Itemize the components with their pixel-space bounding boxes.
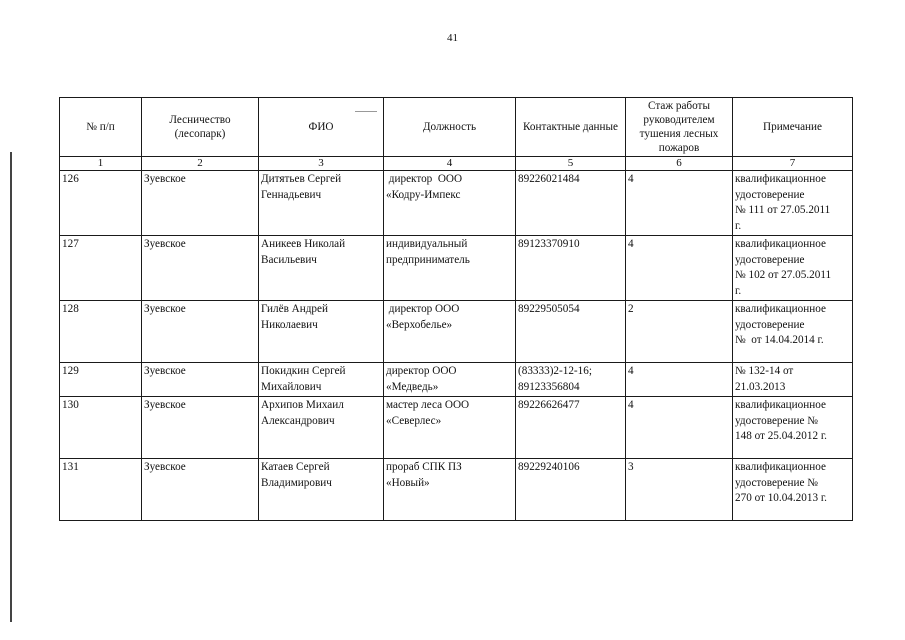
row-full-name bbox=[259, 236, 384, 301]
row-position bbox=[384, 363, 516, 397]
row-number: 131 bbox=[60, 459, 142, 521]
position-line: прораб СПК ПЗ bbox=[386, 461, 462, 473]
position-line: «Медведь» bbox=[386, 380, 439, 393]
note-line: 148 от 25.04.2012 г. bbox=[735, 430, 827, 442]
row-forestry: Зуевское bbox=[142, 459, 259, 521]
row-full-name bbox=[259, 301, 384, 363]
row-full-name bbox=[259, 397, 384, 459]
name-line: Геннадьевич bbox=[261, 188, 322, 201]
note-line: № 102 от 27.05.2011 bbox=[735, 269, 832, 281]
row-experience: 2 bbox=[626, 301, 733, 363]
row-experience: 4 bbox=[626, 171, 733, 236]
row-experience: 4 bbox=[626, 363, 733, 397]
position-line: директор ООО bbox=[386, 303, 460, 315]
contact-line: 89123356804 bbox=[518, 380, 580, 393]
note-line: удостоверение bbox=[735, 253, 805, 266]
name-line: Владимирович bbox=[261, 476, 332, 489]
row-note bbox=[733, 459, 853, 521]
note-line: № от 14.04.2014 г. bbox=[735, 334, 824, 346]
position-line: мастер леса ООО bbox=[386, 399, 470, 411]
row-position bbox=[384, 236, 516, 301]
note-line: квалификационное bbox=[735, 303, 826, 315]
position-line: «Северлес» bbox=[386, 414, 442, 427]
row-forestry: Зуевское bbox=[142, 236, 259, 301]
position-line: «Верхобелье» bbox=[386, 318, 453, 331]
contact-line: (83333)2-12-16; bbox=[518, 365, 592, 377]
row-forestry: Зуевское bbox=[142, 301, 259, 363]
row-contacts bbox=[516, 363, 626, 397]
note-line: удостоверение № bbox=[735, 414, 818, 427]
column-number: 2 bbox=[142, 157, 259, 171]
table-header-row bbox=[60, 98, 853, 157]
row-contacts bbox=[516, 397, 626, 459]
name-line: Николаевич bbox=[261, 318, 318, 331]
note-line: удостоверение bbox=[735, 188, 805, 201]
row-full-name bbox=[259, 459, 384, 521]
row-contacts bbox=[516, 171, 626, 236]
row-number: 130 bbox=[60, 397, 142, 459]
note-line: удостоверение bbox=[735, 318, 805, 331]
row-full-name bbox=[259, 171, 384, 236]
contact-line: 89226021484 bbox=[518, 173, 580, 185]
table-row bbox=[60, 236, 853, 301]
name-line: Александрович bbox=[261, 414, 335, 427]
table-row bbox=[60, 397, 853, 459]
note-line: квалификационное bbox=[735, 238, 826, 250]
row-note bbox=[733, 171, 853, 236]
row-position bbox=[384, 397, 516, 459]
column-number: 4 bbox=[384, 157, 516, 171]
row-number: 129 bbox=[60, 363, 142, 397]
name-line: Аникеев Николай bbox=[261, 238, 346, 250]
name-line: Катаев Сергей bbox=[261, 461, 330, 473]
row-experience: 4 bbox=[626, 397, 733, 459]
row-position bbox=[384, 171, 516, 236]
name-line: Михайлович bbox=[261, 380, 322, 393]
position-line: директор ООО bbox=[386, 173, 463, 185]
note-line: 21.03.2013 bbox=[735, 380, 786, 393]
position-line: «Новый» bbox=[386, 476, 430, 489]
note-line: удостоверение № bbox=[735, 476, 818, 489]
row-forestry: Зуевское bbox=[142, 363, 259, 397]
row-forestry: Зуевское bbox=[142, 171, 259, 236]
forest-fire-managers-table bbox=[59, 97, 853, 521]
table-row bbox=[60, 301, 853, 363]
row-number: 127 bbox=[60, 236, 142, 301]
row-note bbox=[733, 301, 853, 363]
table-row bbox=[60, 459, 853, 521]
contact-line: 89229240106 bbox=[518, 461, 580, 473]
row-position bbox=[384, 301, 516, 363]
column-number: 1 bbox=[60, 157, 142, 171]
position-line: директор ООО bbox=[386, 365, 457, 377]
position-line: предприниматель bbox=[386, 253, 470, 266]
name-line: Гилёв Андрей bbox=[261, 303, 328, 315]
row-number: 126 bbox=[60, 171, 142, 236]
column-number: 6 bbox=[626, 157, 733, 171]
header-contacts: Контактные данные bbox=[516, 98, 626, 157]
note-line: № 132-14 от bbox=[735, 365, 794, 377]
row-contacts bbox=[516, 459, 626, 521]
note-line: квалификационное bbox=[735, 173, 826, 185]
header-number: № п/п bbox=[60, 98, 142, 157]
row-full-name bbox=[259, 363, 384, 397]
name-line: Васильевич bbox=[261, 253, 317, 266]
row-contacts bbox=[516, 236, 626, 301]
header-forestry: Лесничество (лесопарк) bbox=[142, 98, 259, 157]
table-row bbox=[60, 171, 853, 236]
contact-line: 89226626477 bbox=[518, 399, 580, 411]
row-position bbox=[384, 459, 516, 521]
note-line: 270 от 10.04.2013 г. bbox=[735, 492, 827, 504]
page-number: 41 bbox=[447, 32, 458, 44]
name-line: Дитятьев Сергей bbox=[261, 173, 342, 185]
contact-line: 89123370910 bbox=[518, 238, 580, 250]
note-line: г. bbox=[735, 284, 742, 297]
column-number-row bbox=[60, 157, 853, 171]
header-note: Примечание bbox=[733, 98, 853, 157]
position-line: «Кодру-Импекс bbox=[386, 188, 461, 201]
row-forestry: Зуевское bbox=[142, 397, 259, 459]
table-row bbox=[60, 363, 853, 397]
row-number: 128 bbox=[60, 301, 142, 363]
contact-line: 89229505054 bbox=[518, 303, 580, 315]
row-note bbox=[733, 236, 853, 301]
row-experience: 4 bbox=[626, 236, 733, 301]
note-line: квалификационное bbox=[735, 399, 826, 411]
header-full-name: ФИО bbox=[259, 98, 384, 157]
row-note bbox=[733, 397, 853, 459]
name-line: Покидкин Сергей bbox=[261, 365, 346, 377]
row-experience: 3 bbox=[626, 459, 733, 521]
position-line: индивидуальный bbox=[386, 238, 468, 250]
name-line: Архипов Михаил bbox=[261, 399, 344, 411]
row-note bbox=[733, 363, 853, 397]
note-line: № 111 от 27.05.2011 bbox=[735, 204, 831, 216]
note-line: г. bbox=[735, 219, 742, 232]
row-contacts bbox=[516, 301, 626, 363]
header-position: Должность bbox=[384, 98, 516, 157]
header-experience: Стаж работы руководителем тушения лесных пожаров bbox=[626, 98, 733, 157]
column-number: 7 bbox=[733, 157, 853, 171]
column-number: 3 bbox=[259, 157, 384, 171]
note-line: квалификационное bbox=[735, 461, 826, 473]
scan-edge-line bbox=[10, 152, 12, 622]
column-number: 5 bbox=[516, 157, 626, 171]
